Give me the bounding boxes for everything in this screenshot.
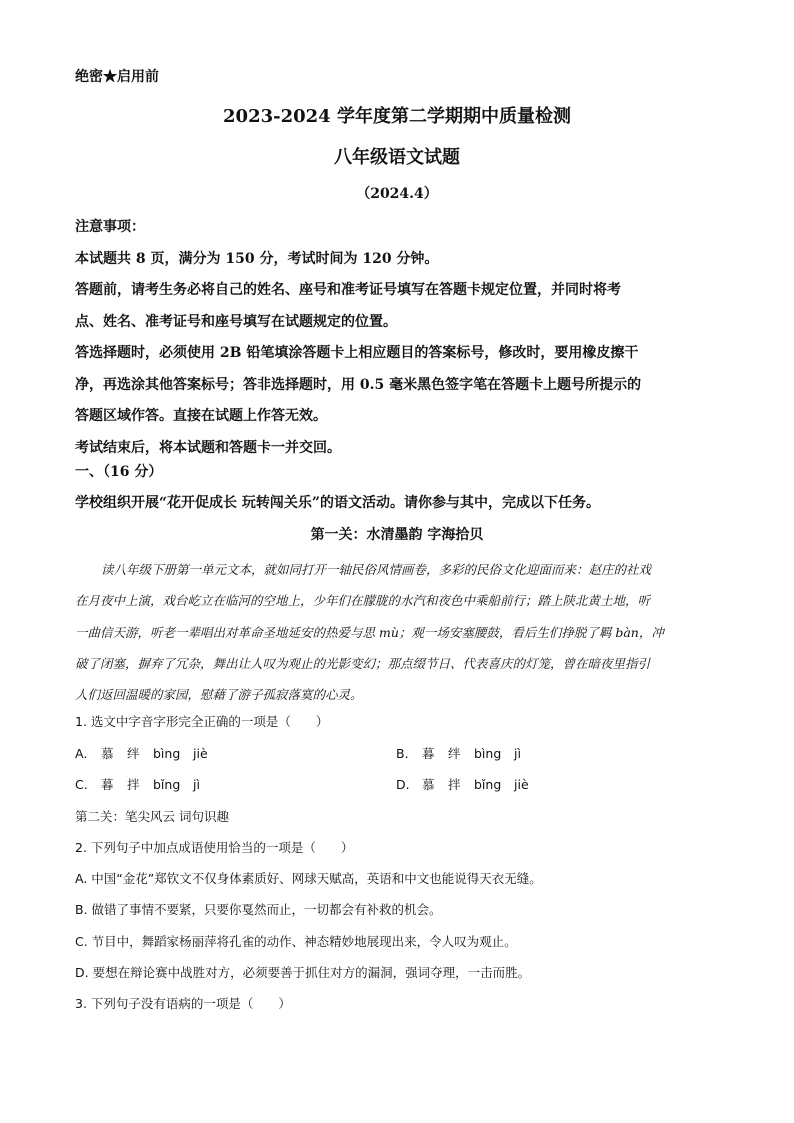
question-1-stem: 1. 选文中字音字形完全正确的一项是（ ） bbox=[75, 714, 329, 729]
question-3-stem: 3. 下列句子没有语病的一项是（ ） bbox=[75, 996, 291, 1011]
option-letter: A. bbox=[75, 746, 88, 761]
option-pinyin: jiè bbox=[514, 777, 529, 792]
question-1-option-d bbox=[396, 775, 529, 793]
passage-line: 读八年级下册第一单元文本，就如同打开一轴民俗风情画卷，多彩的民俗文化迎面而来：赵庄的社戏 bbox=[101, 562, 652, 577]
passage-line: 破了闭塞，摒弃了冗杂，舞出让人叹为观止的光影变幻；那点缀节日、代表喜庆的灯笼，曾在暗夜里指引 bbox=[75, 655, 651, 671]
option-pinyin: bǐng bbox=[474, 777, 502, 792]
passage-line: 人们返回温暖的家园，慰藉了游子孤寂落寞的心灵。 bbox=[75, 687, 363, 703]
exam-date: （2024.4） bbox=[356, 186, 438, 202]
notes-line: 本试题共 8 页，满分为 150 分，考试时间为 120 分钟。 bbox=[75, 250, 439, 267]
notes-section bbox=[75, 212, 725, 464]
option-char: 慕 bbox=[422, 777, 435, 792]
notes-line: 净，再选涂其他答案标号；答非选择题时，用 0.5 毫米黑色签字笔在答题卡上题号所提示的 bbox=[75, 376, 642, 393]
option-letter: C. bbox=[75, 777, 88, 792]
passage-line: 在月夜中上演，戏台屹立在临河的空地上，少年们在朦胧的水汽和夜色中乘船前行；踏上陕北黄土地，听 bbox=[75, 593, 651, 609]
passage-line: 一曲信天游，听老一辈唱出对革命圣地延安的热爱与思 mù；观一场安塞腰鼓，看后生们挣脱了羁 bàn，冲 bbox=[75, 624, 664, 640]
notes-line: 答题前，请考生务必将自己的姓名、座号和准考证号填写在答题卡规定位置，并同时将考 bbox=[75, 282, 621, 298]
option-char: 慕 bbox=[101, 746, 114, 761]
option-letter: B. bbox=[396, 746, 409, 761]
notes-line: 答选择题时，必须使用 2B 铅笔填涂答题卡上相应题目的答案标号，修改时，要用橡皮擦干 bbox=[75, 345, 639, 361]
level-one-title: 第一关：水清墨韵 字海拾贝 bbox=[310, 527, 484, 543]
option-char: 绊 bbox=[127, 746, 140, 761]
option-pinyin: bǐng bbox=[153, 777, 181, 792]
option-char: 绊 bbox=[448, 746, 461, 761]
notes-line: 点、姓名、准考证号和座号填写在试题规定的位置。 bbox=[75, 313, 397, 330]
question-2-option-d: D. 要想在辩论赛中战胜对方，必须要善于抓住对方的漏洞，强词夺理，一击而胜。 bbox=[75, 965, 531, 980]
option-char: 拌 bbox=[127, 777, 140, 792]
question-2-option-b: B. 做错了事情不要紧，只要你戛然而止，一切都会有补救的机会。 bbox=[75, 902, 442, 917]
activity-intro: 学校组织开展“花开促成长 玩转闯关乐”的语文活动。请你参与其中，完成以下任务。 bbox=[75, 495, 600, 511]
option-letter: D. bbox=[396, 777, 410, 792]
reading-passage bbox=[75, 554, 725, 710]
question-1-option-a bbox=[75, 744, 208, 762]
option-pinyin: jì bbox=[514, 746, 521, 761]
option-char: 暮 bbox=[422, 746, 435, 761]
option-pinyin: bìng bbox=[474, 746, 502, 761]
question-1-option-b bbox=[396, 744, 521, 762]
exam-subtitle: 八年级语文试题 bbox=[334, 147, 460, 168]
notes-line: 考试结束后，将本试题和答题卡一并交回。 bbox=[75, 439, 341, 456]
confidential-mark: 绝密★启用前 bbox=[75, 69, 159, 85]
option-pinyin: jiè bbox=[193, 746, 208, 761]
option-char: 拌 bbox=[448, 777, 461, 792]
question-2-stem: 2. 下列句子中加点成语使用恰当的一项是（ ） bbox=[75, 840, 354, 855]
notes-heading: 注意事项： bbox=[75, 219, 145, 235]
option-char: 暮 bbox=[101, 777, 114, 792]
question-1-option-c bbox=[75, 775, 200, 793]
level-two-title: 第二关：笔尖风云 词句识趣 bbox=[75, 809, 229, 824]
exam-title: 2023-2024 学年度第二学期期中质量检测 bbox=[223, 106, 571, 127]
option-pinyin: bìng bbox=[153, 746, 181, 761]
question-2-option-c: C. 节目中，舞蹈家杨丽萍将孔雀的动作、神态精妙地展现出来，令人叹为观止。 bbox=[75, 934, 517, 949]
question-2-option-a: A. 中国“金花”郑钦文不仅身体素质好、网球天赋高，英语和中文也能说得天衣无缝。 bbox=[75, 871, 542, 886]
option-pinyin: jì bbox=[193, 777, 200, 792]
section-header: 一、（16 分） bbox=[75, 464, 163, 480]
notes-line: 答题区域作答。直接在试题上作答无效。 bbox=[75, 408, 327, 424]
